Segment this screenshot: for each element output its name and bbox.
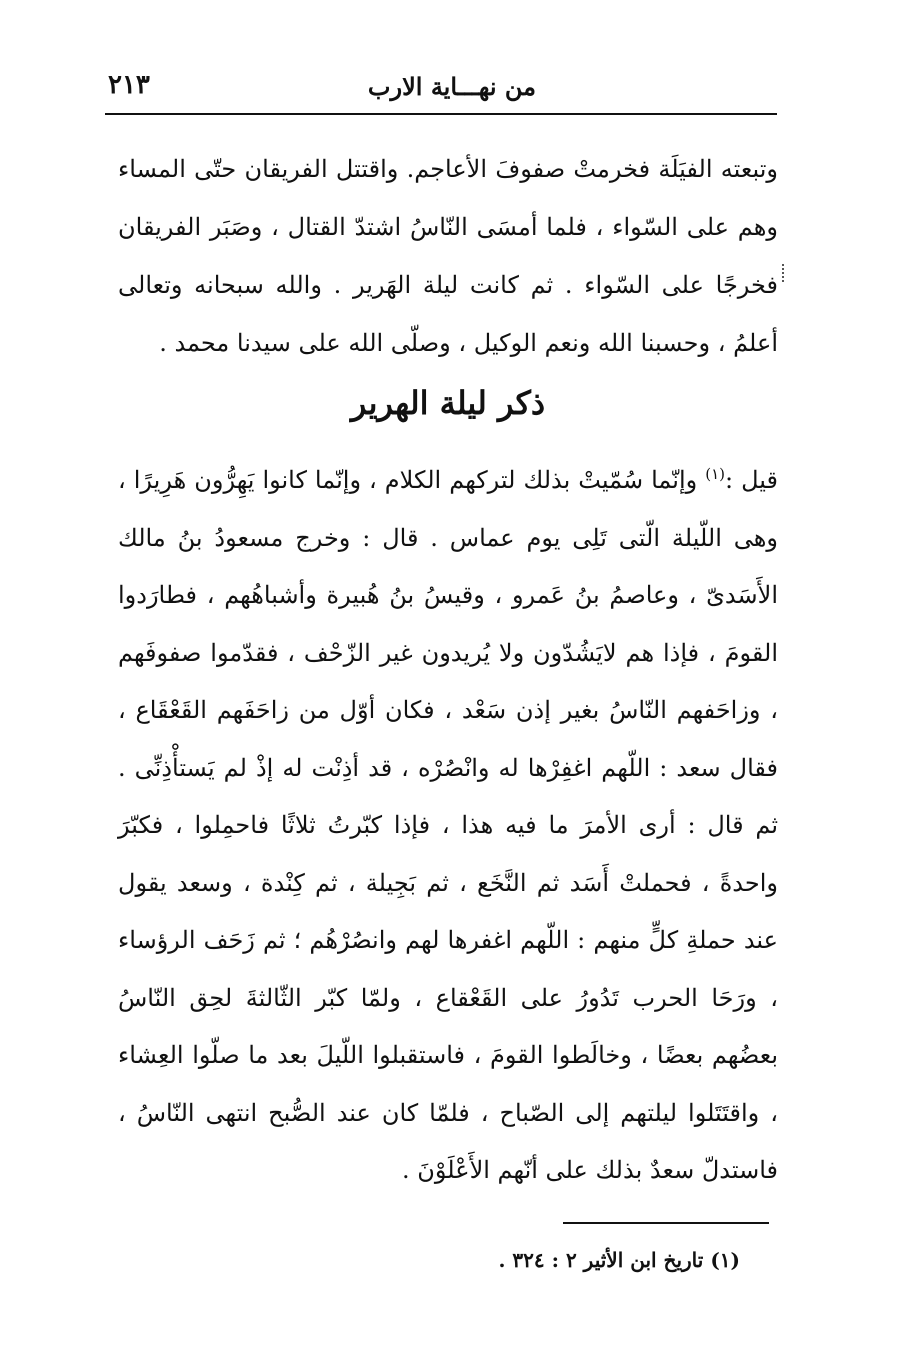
section-paragraph-text (118, 446, 778, 1200)
section-paragraph (118, 446, 778, 1200)
running-title: من نهـــاية الارب (367, 72, 536, 101)
section-body: وإنّما سُمّيتْ بذلك لتركهم الكلام ، وإنّما كانوا يَهِرُّون هَرِيرًا ، وهى اللّيلة الّتى تَلِى يوم عماس . قال : وخرج مسعودُ بنُ مالك الأَسَدىّ ، وعاصمُ بنُ عَمرو ، وقيسُ بنُ هُبيرة وأشباهُهم ، فطارَدوا القومَ ، فإذا هم لايَشُدّون ولا يُريدون غير الزّحْف ، فقدّموا صفوفَهم ، وزاحَفهم النّاسُ بغير إذن سَعْد ، فكان أوّل من زاحَفَهم القَعْقَاع ، فقال سعد : اللّهم اغفِرْها له وانْصُرْه ، قد أذِنْت له إذْ لم يَستأْذِنِّى . ثم قال : أرى الأمرَ ما فيه هذا ، فإذا كبّرتُ ثلاثًا فاحمِلوا ، فكبّرَ واحدةً ، فحملتْ أَسَد ثم النَّخَع ، ثم بَجِيلة ، ثم كِنْدة ، وسعد يقول عند حملةِ كلٍّ منهم : اللّهم اغفرها لهم وانصُرْهُم ؛ ثم زَحَف الرؤساء ، ورَحَا الحرب تَدُورُ على القَعْقاع ، ولمّا كبّر الثّالثةَ لحِق النّاسُ بعضُهم بعضًا ، وخالَطوا القومَ ، فاستقبلوا اللّيلَ بعد ما صلّوا العِشاء ، واقتَتَلوا ليلتهم إلى الصّباح ، فلمّا كان عند الصُّبح انتهى النّاسُ ، فاستدلّ سعدٌ بذلك على أنّهم الأَعْلَوْنَ . (118, 466, 778, 1184)
page-number: ٢١٣ (108, 70, 150, 100)
header-rule (105, 113, 777, 115)
section-intro: قيل : (725, 466, 778, 494)
footnote-text: تاريخ ابن الأثير ٢ : ٣٢٤ . (498, 1248, 704, 1272)
footnote (420, 1242, 740, 1278)
margin-mark (782, 264, 787, 282)
footnote-rule (563, 1222, 769, 1224)
footnote-reference: (١) (705, 465, 726, 483)
page-header (108, 66, 776, 106)
paragraph-text: وتبعته الفيَلَة فخرمتْ صفوفَ الأعاجم. واقتتل الفريقان حتّى المساء وهم على السّواء ، فلما أمسَى النّاسُ اشتدّ القتال ، وصَبَر الفريقان فخرجًا على السّواء . ثم كانت ليلة الهَرير . والله سبحانه وتعالى أعلمُ ، وحسبنا الله ونعم الوكيل ، وصلّى الله على سيدنا محمد . (118, 155, 778, 357)
section-heading: ذكر ليلة الهرير (350, 384, 546, 422)
opening-paragraph (118, 140, 778, 372)
footnote-marker: (١) (710, 1248, 740, 1272)
